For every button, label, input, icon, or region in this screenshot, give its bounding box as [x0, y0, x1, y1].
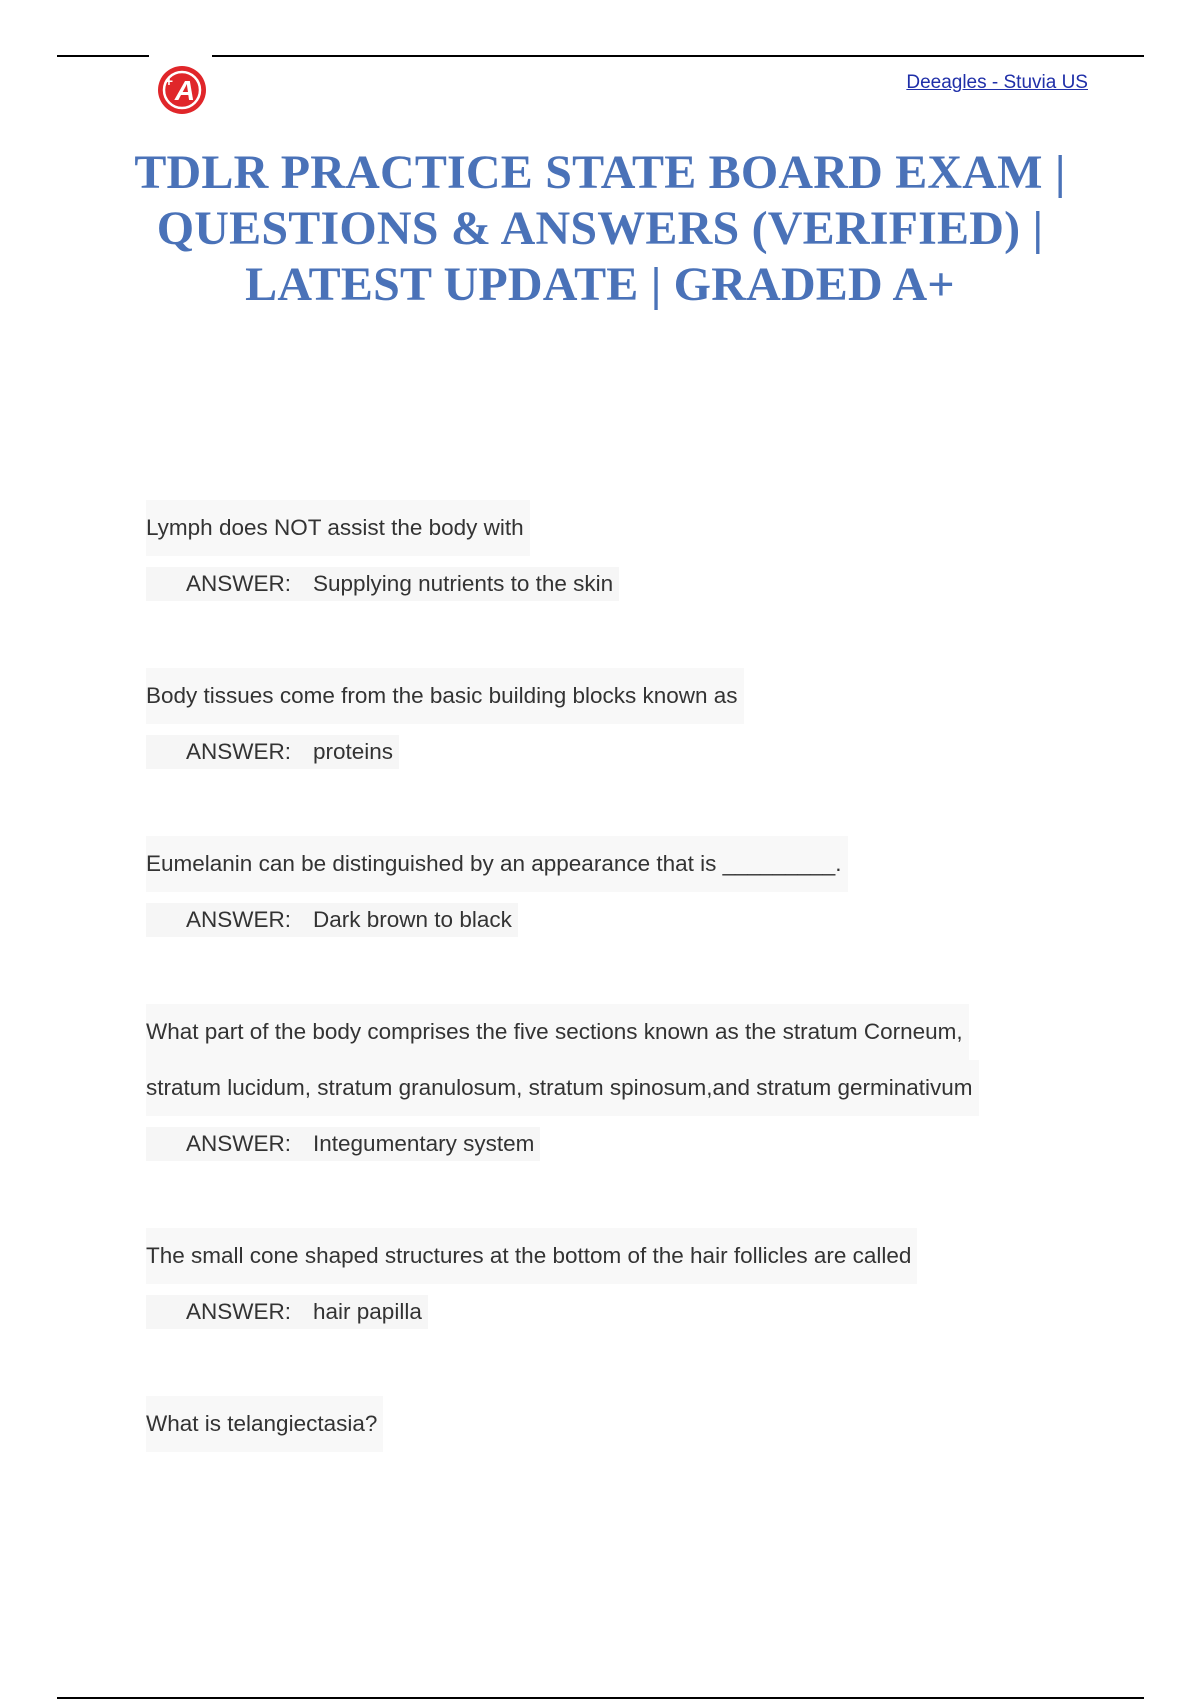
- document-title: [100, 145, 1100, 313]
- header-rule-left: [57, 55, 149, 57]
- answer-box: [146, 1127, 540, 1161]
- question-text: Body tissues come from the basic building blocks known as: [146, 668, 744, 724]
- qa-item: [146, 836, 1066, 1004]
- svg-text:+: +: [164, 73, 174, 89]
- qa-list: [146, 500, 1066, 1452]
- title-line-3: LATEST UPDATE | GRADED A+: [245, 258, 955, 311]
- answer-label: ANSWER:: [186, 571, 292, 596]
- question-text: The small cone shaped structures at the bottom of the hair follicles are called: [146, 1228, 917, 1284]
- answer-label: ANSWER:: [186, 1299, 292, 1324]
- answer-text: Dark brown to black: [313, 907, 512, 932]
- answer-row: [146, 892, 1066, 948]
- answer-row: [146, 556, 1066, 612]
- qa-item: [146, 668, 1066, 836]
- question-text: What part of the body comprises the five sections known as the stratum Corneum,: [146, 1004, 969, 1060]
- logo-letter: A: [174, 75, 196, 106]
- author-store-link[interactable]: Deeagles - Stuvia US: [906, 72, 1088, 93]
- stuvia-logo-icon: [156, 64, 208, 116]
- title-line-1: TDLR PRACTICE STATE BOARD EXAM |: [134, 146, 1066, 199]
- qa-item: [146, 1004, 1066, 1228]
- answer-row: [146, 724, 1066, 780]
- answer-text: Supplying nutrients to the skin: [313, 571, 614, 596]
- answer-label: ANSWER:: [186, 739, 292, 764]
- question-text: Eumelanin can be distinguished by an appearance that is _________.: [146, 836, 848, 892]
- footer-rule: [57, 1697, 1144, 1699]
- title-line-2: QUESTIONS & ANSWERS (VERIFIED) |: [156, 202, 1044, 255]
- answer-box: [146, 567, 619, 601]
- question-text: Lymph does NOT assist the body with: [146, 500, 530, 556]
- question-text-continued: stratum lucidum, stratum granulosum, stratum spinosum,and stratum germinativum: [146, 1060, 979, 1116]
- qa-item: [146, 1396, 1066, 1452]
- answer-box: [146, 735, 399, 769]
- qa-item: [146, 500, 1066, 668]
- header-rule-right: [212, 55, 1144, 57]
- answer-box: [146, 1295, 428, 1329]
- answer-row: [146, 1284, 1066, 1340]
- answer-box: [146, 903, 518, 937]
- answer-text: hair papilla: [313, 1299, 422, 1324]
- qa-item: [146, 1228, 1066, 1396]
- question-text: What is telangiectasia?: [146, 1396, 383, 1452]
- answer-text: proteins: [313, 739, 394, 764]
- answer-label: ANSWER:: [186, 907, 292, 932]
- answer-label: ANSWER:: [186, 1131, 292, 1156]
- answer-row: [146, 1116, 1066, 1172]
- answer-text: Integumentary system: [313, 1131, 535, 1156]
